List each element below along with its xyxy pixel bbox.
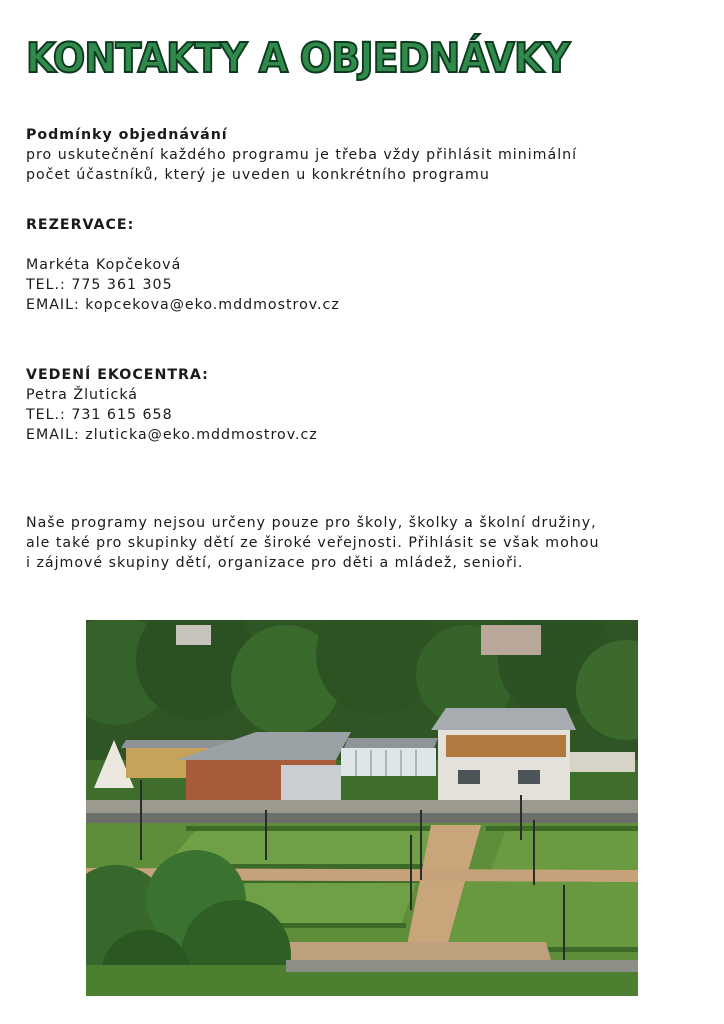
reservation-email[interactable]: EMAIL: kopcekova@eko.mddmostrov.cz: [26, 297, 340, 313]
reservation-contact: [26, 215, 340, 315]
management-contact: [26, 365, 318, 445]
reservation-heading: REZERVACE:: [26, 217, 135, 233]
reservation-name: Markéta Kopčeková: [26, 257, 182, 273]
ordering-conditions: [26, 125, 577, 185]
management-email[interactable]: EMAIL: zluticka@eko.mddmostrov.cz: [26, 427, 318, 443]
ecocenter-garden-photo: [86, 620, 638, 996]
conditions-line-2: počet účastníků, který je uveden u konkrétního programu: [26, 167, 490, 183]
management-name: Petra Žlutická: [26, 387, 138, 403]
management-phone: TEL.: 731 615 658: [26, 407, 173, 423]
info-paragraph: [26, 513, 599, 573]
conditions-heading: Podmínky objednávání: [26, 127, 228, 143]
conditions-line-1: pro uskutečnění každého programu je třeba vždy přihlásit minimální: [26, 147, 578, 163]
info-line-2: ale také pro skupinky dětí ze široké veřejnosti. Přihlásit se však mohou: [26, 535, 600, 551]
management-heading: VEDENÍ EKOCENTRA:: [26, 367, 209, 383]
page-title: KONTAKTY A OBJEDNÁVKY: [26, 34, 570, 82]
reservation-phone: TEL.: 775 361 305: [26, 277, 173, 293]
info-line-1: Naše programy nejsou určeny pouze pro školy, školky a školní družiny,: [26, 515, 597, 531]
info-line-3: i zájmové skupiny dětí, organizace pro děti a mládež, senioři.: [26, 555, 524, 571]
spacer: [26, 235, 340, 255]
